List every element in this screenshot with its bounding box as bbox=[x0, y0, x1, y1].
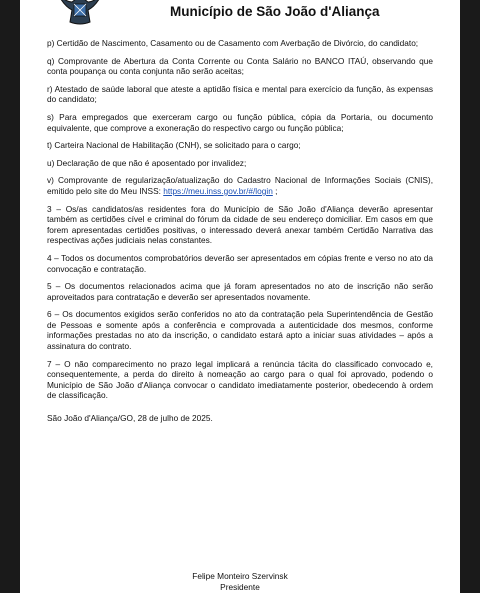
clause-3: 3 – Os/as candidatos/as residentes fora do Município de São João d'Aliança deverão apresentar também as certidões cível e criminal do fórum da cidade de seu endereço domiciliar. Em casos em que forem apresentadas certidões positivas, o interessado deverá anexar também Certidão Narrativa das respectivas ações judiciais nelas constantes. bbox=[47, 203, 433, 246]
clause-5: 5 – Os documentos relacionados acima que já foram apresentados no ato de inscrição não serão aproveitados para contratação e deverão ser apresentados novamente. bbox=[47, 281, 433, 302]
list-item: s) Para empregados que exerceram cargo ou função pública, cópia da Portaria, ou documento equivalente, que comprove a exoneração do respectivo cargo ou função pública; bbox=[47, 111, 433, 133]
clause-6: 6 – Os documentos exigidos serão conferidos no ato da contratação pela Superintendência de Gestão de Pessoas e somente após a conferência e comprovada a autenticidade dos mesmos, conforme informações prestadas no ato da inscrição, o candidato estará apto a iniciar suas atividades – após a assinatura do contrato. bbox=[47, 309, 433, 352]
document-body bbox=[47, 38, 433, 431]
document-header bbox=[20, 0, 460, 28]
meu-inss-link[interactable]: https://meu.inss.gov.br/#/login bbox=[163, 185, 273, 196]
clause-7: 7 – O não comparecimento no prazo legal implicará a renúncia tácita do classificado convocado e, consequentemente, a perda do direito à nomeação ao cargo para o qual foi aprovado, podendo o Município de São João d'Aliança convocar o candidato imediatamente posterior, obedecendo à ordem de classificação. bbox=[47, 358, 433, 401]
clause-4: 4 – Todos os documentos comprobatórios deverão ser apresentados em cópias frente e verso no ato da convocação e contratação. bbox=[47, 252, 433, 274]
municipality-title: Município de São João d'Aliança bbox=[170, 4, 380, 19]
list-item-cnis bbox=[47, 175, 433, 196]
date-line: São João d'Aliança/GO, 28 de julho de 2025. bbox=[47, 413, 213, 424]
list-item: p) Certidão de Nascimento, Casamento ou de Casamento com Averbação de Divórcio, do candidato; bbox=[47, 38, 419, 48]
document-page bbox=[20, 0, 460, 593]
cnis-text: v) Comprovante de regularização/atualização do Cadastro Nacional de Informações Sociais (CNIS), emitido pelo site do Meu INSS: bbox=[47, 175, 433, 196]
signature-name: Felipe Monteiro Szervinsk bbox=[192, 571, 288, 581]
list-item: r) Atestado de saúde laboral que ateste a aptidão física e mental para exercício da função, às expensas do candidato; bbox=[47, 83, 433, 105]
list-item: u) Declaração de que não é aposentado por invalidez; bbox=[47, 157, 247, 168]
list-item: t) Carteira Nacional de Habilitação (CNH), se solicitado para o cargo; bbox=[47, 140, 301, 151]
signature-role: Presidente bbox=[220, 582, 260, 592]
list-item: q) Comprovante de Abertura da Conta Corrente ou Conta Salário no BANCO ITAÚ, observando que conta poupança ou conta conjunta não serão aceitas; bbox=[47, 55, 433, 77]
cnis-suffix: ; bbox=[272, 185, 278, 196]
coat-of-arms-icon bbox=[50, 0, 110, 26]
